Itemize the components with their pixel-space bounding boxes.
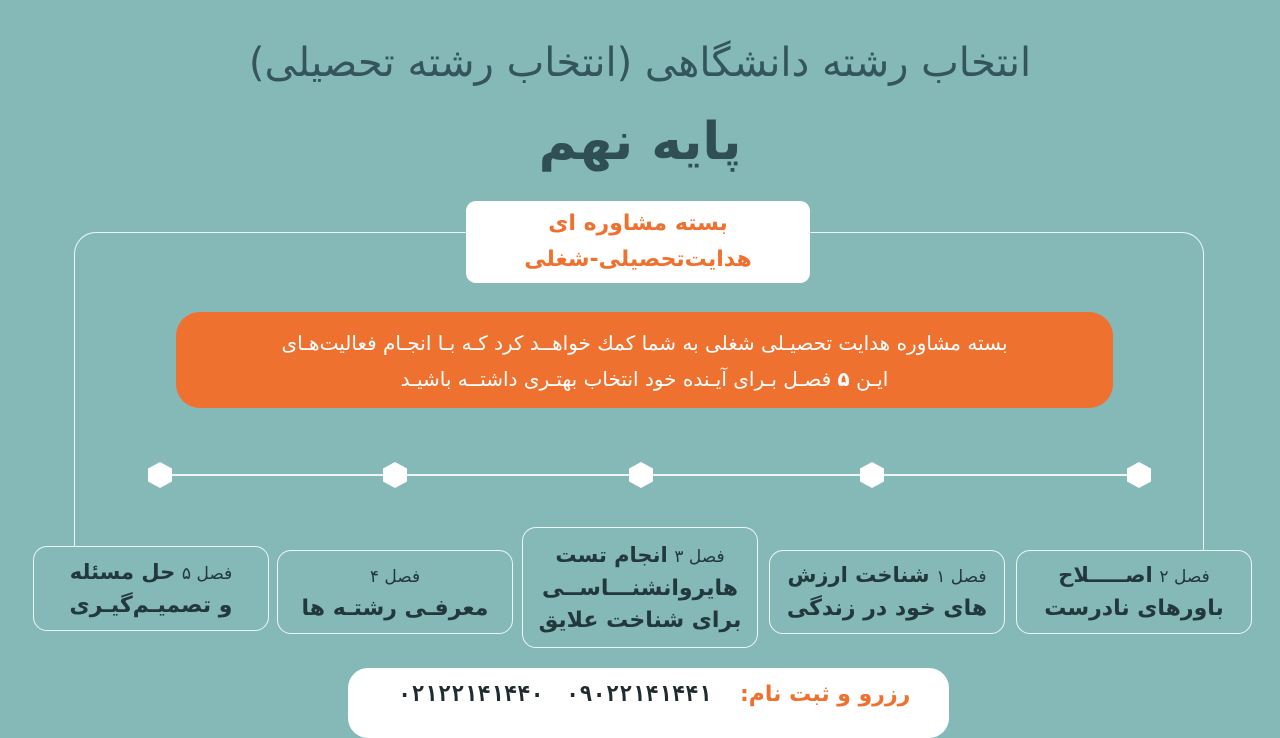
page-title: انتخاب رشته دانشگاهی (انتخاب رشته تحصیلی)	[248, 40, 1032, 86]
chapter-title: شناخت ارزش	[787, 563, 930, 587]
chapter-card-2	[1016, 550, 1252, 634]
reserve-label: رزرو و ثبت نام:	[740, 682, 911, 707]
chapter-number: فصل ۱	[936, 567, 987, 587]
chapter-title: حل مسئله	[69, 559, 176, 584]
chapter-subtitle: معرفـی رشتـه ها	[301, 596, 489, 621]
chapter-card-4	[277, 550, 513, 634]
chapter-count: ۵	[837, 367, 850, 391]
package-badge	[466, 201, 810, 283]
chapter-number: فصل ۴	[369, 567, 421, 587]
chapter-card-3	[522, 527, 758, 648]
chapter-number: فصل ۳	[674, 546, 725, 567]
chapter-subtitle: های خود در زندگی	[786, 596, 988, 621]
chapter-subtitle-2: برای شناخت علایق	[538, 607, 742, 633]
package-line-2: هدایت‌تحصیلی-شغلی	[524, 247, 752, 272]
description-line-2-pre: ایـن	[856, 367, 889, 391]
chapter-subtitle: هایروانشنـــاســی	[541, 575, 739, 601]
phone-landline[interactable]: ۰۲۱۲۲۱۴۱۴۴۰	[398, 682, 544, 707]
chapter-number: فصل ۲	[1159, 567, 1210, 587]
chapter-subtitle: باورهای نادرست	[1044, 596, 1224, 621]
chapter-title: انجام تست	[555, 542, 668, 567]
description-line-2-post: فصـل بـرای آیـنده خود انتخاب بهتـری داشتــه باشیـد	[400, 367, 832, 391]
chapter-card-1	[769, 550, 1005, 634]
chapter-number: فصل ۵	[181, 563, 233, 584]
chapter-card-5	[33, 546, 269, 631]
description-banner	[176, 312, 1113, 408]
package-line-1: بسته مشاوره ای	[548, 211, 728, 236]
description-line-1: بسته مشاوره هدایت تحصیـلی شغلی به شما کمك خواهــد کرد کـه بـا انجـام فعالیت‌هـای	[281, 331, 1008, 355]
phone-mobile[interactable]: ۰۹۰۲۲۱۴۱۴۴۱	[566, 682, 712, 707]
chapter-title: اصـــــلاح	[1058, 563, 1153, 587]
description-line-2	[176, 361, 1113, 397]
page-subtitle: پایه نهم	[538, 112, 742, 172]
chapter-subtitle: و تصمیـم‌گیـری	[69, 592, 233, 618]
